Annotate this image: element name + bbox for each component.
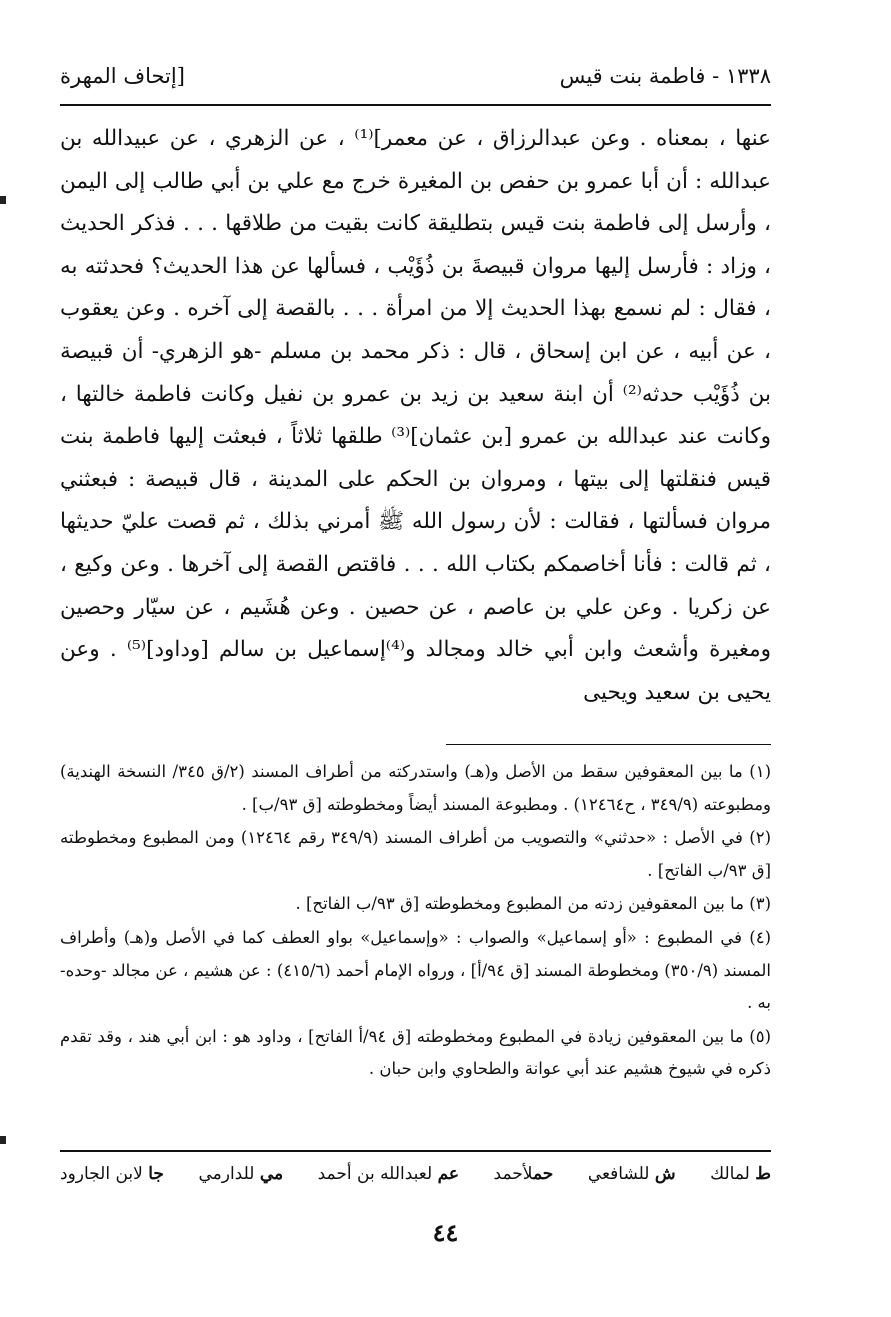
footnotes	[60, 756, 771, 1087]
margin-mark	[0, 196, 6, 204]
footnote-1: (١) ما بين المعقوفين سقط من الأصل و(هـ) واستدركته من أطراف المسند (٢/ق ٣٤٥/ النسخة الهندية) ومطبوعته (٣٤٩/٩ ، ح١٢٤٦٤) . ومطبوعة المسند أيضاً ومخطوطته [ق ٩٣/ب] .	[60, 762, 772, 814]
abbr-abdullah: عم لعبدالله بن أحمد	[317, 1164, 460, 1184]
abbr-ahmad: حملأحمد	[493, 1164, 554, 1184]
abbr-ibn-jarud: جا لابن الجارود	[60, 1164, 164, 1184]
footnote-2: (٢) في الأصل : «حدثني» والتصويب من أطراف المسند (٣٤٩/٩ رقم ١٢٤٦٤) ومن المطبوع ومخطوطته [ق ٩٣/ب الفاتح] .	[60, 828, 772, 880]
margin-mark	[0, 1136, 6, 1144]
abbr-shafii: ش للشافعي	[587, 1164, 676, 1184]
footnote-5: (٥) ما بين المعقوفين زيادة في المطبوع ومخطوطته [ق ٩٤/أ الفاتح] ، وداود هو : ابن أبي هند ، وقد تقدم ذكره في شيوخ هشيم عند أبي عوانة والطحاوي وابن حبان .	[60, 1026, 772, 1079]
footnote-3: (٣) ما بين المعقوفين زدته من المطبوع ومخطوطته [ق ٩٣/ب الفاتح] .	[295, 894, 771, 914]
abbreviations-rule	[60, 1150, 771, 1152]
abbreviations-key	[60, 1160, 771, 1188]
abbr-malik: ط لمالك	[710, 1164, 771, 1184]
header-rule	[60, 104, 771, 106]
header-book-title: [إتحاف المهرة	[60, 64, 185, 88]
main-paragraph: عنها ، بمعناه . وعن عبدالرزاق ، عن معمر]⁽¹⁾ ، عن الزهري ، عن عبيدالله بن عبدالله : أن أبا عمرو بن حفص بن المغيرة خرج مع علي بن أبي طالب إلى اليمن ، وأرسل إلى فاطمة بنت قيس بتطليقة كانت بقيت من طلاقها . . . فذكر الحديث ، وزاد : فأرسل إليها مروان قبيصةَ بن ذُؤَيْب ، فسألها عن هذا الحديث؟ فحدثته به ، فقال : لم نسمع بهذا الحديث إلا من امرأة . . . بالقصة إلى آخره . وعن يعقوب ، عن أبيه ، عن ابن إسحاق ، قال : ذكر محمد بن مسلم -هو الزهري- أن قبيصة بن ذُؤَيْب حدثه⁽²⁾ أن ابنة سعيد بن زيد بن عمرو بن نفيل وكانت فاطمة خالتها ، وكانت عند عبدالله بن عمرو [بن عثمان]⁽³⁾ طلقها ثلاثاً ، فبعثت إليها فاطمة بنت قيس فنقلتها إلى بيتها ، ومروان بن الحكم على المدينة ، قال قبيصة : فبعثني مروان فسألتها ، فقالت : لأن رسول الله ﷺ أمرني بذلك ، ثم قصت عليّ حديثها ، ثم قالت : فأنا أخاصمكم بكتاب الله . . . فاقتص القصة إلى آخرها . وعن وكيع ، عن زكريا . وعن علي بن عاصم ، عن حصين . وعن هُشَيم ، عن سيّار وحصين ومغيرة وأشعث وابن أبي خالد ومجالد و⁽⁴⁾إسماعيل بن سالم [وداود]⁽⁵⁾ . وعن يحيى بن سعيد ويحيى	[60, 126, 771, 705]
page-number: ٤٤	[432, 1218, 459, 1247]
header-entry-title: ١٣٣٨ - فاطمة بنت قيس	[559, 64, 771, 88]
main-text	[60, 118, 771, 714]
footnote-separator	[446, 744, 771, 745]
footnote-4: (٤) في المطبوع : «أو إسماعيل» والصواب : «وإسماعيل» بواو العطف كما في الأصل و(هـ) وأطراف المسند (٣٥٠/٩) ومخطوطة المسند [ق ٩٤/أ] ، ورواه الإمام أحمد (٤١٥/٦) : عن هشيم ، عن مجالد -وحده- به .	[60, 927, 771, 1013]
abbr-darimi: مي للدارمي	[198, 1164, 284, 1184]
running-header	[60, 58, 771, 94]
